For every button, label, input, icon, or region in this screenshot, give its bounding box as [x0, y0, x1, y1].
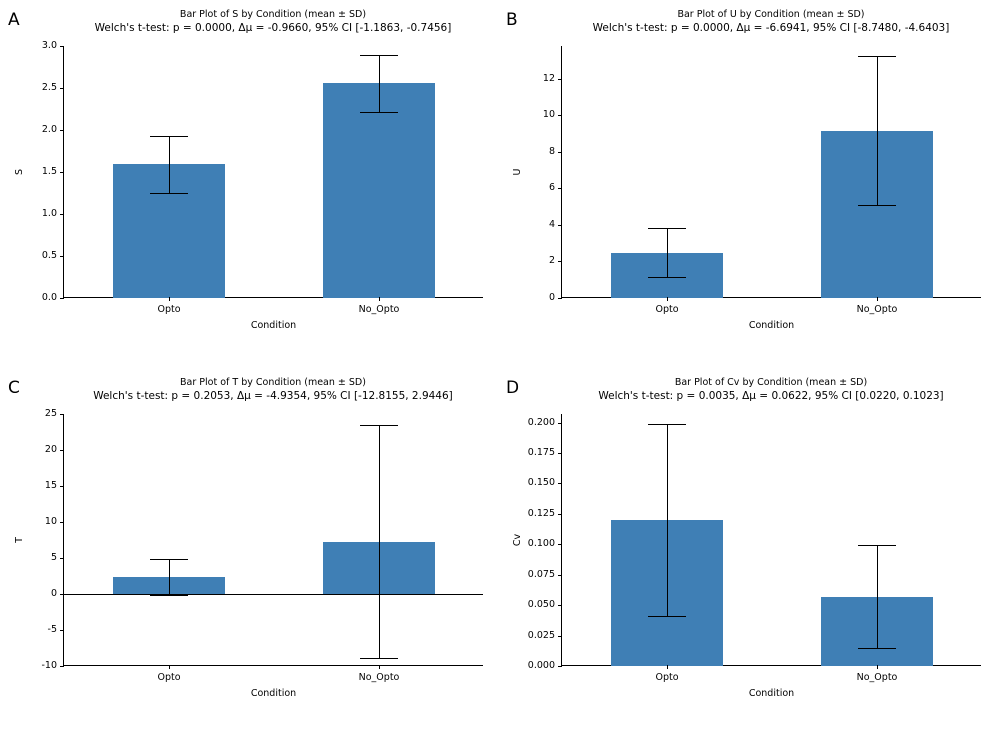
chart-panel-b [498, 0, 996, 368]
error-bar-cap-lower [858, 648, 896, 649]
plot-inner [14, 40, 483, 331]
error-bar-cap-upper [360, 425, 398, 426]
y-axis-tick [558, 152, 562, 153]
error-bar-cap-upper [648, 228, 686, 229]
y-axis-tick [558, 605, 562, 606]
plot-area [14, 40, 483, 331]
y-axis-tick [60, 450, 64, 451]
error-bar [379, 425, 380, 658]
plot-inner [14, 408, 483, 699]
y-axis-tick-label: 12 [542, 72, 555, 84]
error-bar-cap-upper [150, 559, 188, 560]
x-axis-tick [379, 665, 380, 669]
y-axis-tick [60, 666, 64, 667]
panel-letter: B [506, 10, 518, 30]
y-axis-tick [60, 214, 64, 215]
panel-letter: C [8, 378, 20, 398]
y-axis-tick [60, 558, 64, 559]
y-axis-tick [60, 172, 64, 173]
error-bar [667, 424, 668, 616]
error-bar [667, 228, 668, 277]
chart-title-block [62, 376, 484, 403]
error-bar-cap-upper [150, 136, 188, 137]
panel-letter: A [8, 10, 20, 30]
chart-panel-a [0, 0, 498, 368]
error-bar-cap-upper [858, 56, 896, 57]
y-axis-label: Cv [512, 533, 523, 546]
error-bar-cap-upper [360, 55, 398, 56]
error-bar [877, 56, 878, 206]
y-axis-tick [558, 666, 562, 667]
y-axis-tick-label: 8 [548, 145, 555, 157]
y-axis-tick [558, 514, 562, 515]
y-axis-tick-label: 0.175 [527, 446, 555, 458]
error-bar-cap-lower [648, 277, 686, 278]
chart-panel-d [498, 368, 996, 736]
plot-inner [512, 46, 981, 331]
y-axis-tick-label: 0.5 [41, 250, 57, 261]
y-axis-tick-label: 0.100 [527, 538, 555, 550]
y-axis-tick-label: 2 [548, 255, 555, 267]
x-axis-label: Condition [250, 320, 297, 331]
y-axis-tick [558, 298, 562, 299]
chart-title-block [560, 8, 982, 35]
y-axis-label: T [14, 536, 25, 543]
y-axis-tick [558, 636, 562, 637]
y-axis-tick-label: -10 [41, 660, 57, 671]
zero-line [64, 594, 483, 595]
y-axis-tick-label: 0.125 [527, 507, 555, 519]
chart-title-block [62, 8, 484, 35]
y-axis-tick-label: 15 [44, 480, 57, 491]
x-axis-tick-label: No_Opto [358, 672, 400, 683]
error-bar [379, 55, 380, 112]
y-axis-tick [60, 46, 64, 47]
y-axis-tick-label: 6 [548, 182, 555, 194]
error-bar-cap-lower [360, 658, 398, 659]
x-axis-tick [169, 297, 170, 301]
error-bar-cap-upper [858, 545, 896, 546]
error-bar-cap-lower [648, 616, 686, 617]
error-bar [169, 136, 170, 192]
plot-area [512, 46, 981, 331]
error-bar [877, 545, 878, 647]
x-axis-label: Condition [250, 688, 297, 699]
y-axis-tick-label: 0.200 [527, 416, 555, 428]
chart-subtitle: Welch's t-test: p = 0.0035, Δμ = 0.0622, 95% CI [0.0220, 0.1023] [598, 390, 944, 402]
y-axis-tick [60, 256, 64, 257]
y-axis-tick-label: 0.025 [527, 629, 555, 641]
y-axis-tick-label: 0.000 [527, 660, 555, 671]
chart-subtitle: Welch's t-test: p = 0.0000, Δμ = -0.9660, 95% CI [-1.1863, -0.7456] [94, 22, 452, 34]
y-axis-tick-label: 10 [542, 109, 555, 121]
chart-panel-c [0, 368, 498, 736]
y-axis-tick [60, 486, 64, 487]
error-bar [169, 559, 170, 595]
y-axis-tick [60, 88, 64, 89]
x-axis-tick-label: Opto [157, 304, 181, 315]
error-bar-cap-lower [858, 205, 896, 206]
x-axis-tick-label: No_Opto [856, 672, 898, 683]
y-axis-tick [60, 414, 64, 415]
x-axis-tick-label: Opto [655, 672, 679, 683]
y-axis-tick-label: 20 [44, 444, 57, 455]
y-axis-tick-label: 3.0 [41, 40, 57, 51]
y-axis-tick-label: -5 [47, 624, 57, 635]
y-axis-tick [60, 130, 64, 131]
y-axis-tick [558, 423, 562, 424]
y-axis-tick [558, 544, 562, 545]
chart-title: Bar Plot of Cv by Condition (mean ± SD) [674, 377, 868, 388]
y-axis-tick-label: 0 [50, 588, 57, 599]
x-axis-tick-label: No_Opto [358, 304, 400, 315]
y-axis-tick-label: 2.5 [41, 82, 57, 93]
y-axis-tick [558, 575, 562, 576]
y-axis-tick-label: 0 [548, 292, 555, 303]
y-axis-tick [60, 522, 64, 523]
y-axis-tick-label: 0.150 [527, 477, 555, 489]
y-axis-tick [558, 79, 562, 80]
plot-area [512, 414, 981, 699]
y-axis-label: S [14, 168, 25, 175]
error-bar-cap-lower [150, 193, 188, 194]
chart-subtitle: Welch's t-test: p = 0.2053, Δμ = -4.9354, 95% CI [-12.8155, 2.9446] [93, 390, 453, 402]
y-axis-tick [558, 188, 562, 189]
chart-title: Bar Plot of S by Condition (mean ± SD) [179, 9, 367, 20]
y-axis-tick [558, 225, 562, 226]
y-axis-tick-label: 2.0 [41, 124, 57, 135]
chart-title: Bar Plot of U by Condition (mean ± SD) [677, 9, 865, 20]
x-axis-tick [667, 297, 668, 301]
y-axis-tick-label: 0.075 [527, 568, 555, 580]
y-axis-label: U [512, 168, 523, 175]
chart-title: Bar Plot of T by Condition (mean ± SD) [180, 377, 366, 388]
panel-letter: D [506, 378, 520, 398]
x-axis-tick [379, 297, 380, 301]
y-axis-tick-label: 0.0 [41, 292, 57, 303]
plot-inner [512, 414, 981, 699]
x-axis-label: Condition [748, 320, 795, 331]
x-axis-tick [877, 297, 878, 301]
y-axis-tick [60, 630, 64, 631]
x-axis-tick-label: Opto [157, 672, 181, 683]
error-bar-cap-lower [360, 112, 398, 113]
y-axis-tick-label: 0.050 [527, 599, 555, 611]
error-bar-cap-upper [648, 424, 686, 425]
y-axis-tick-label: 5 [50, 552, 57, 563]
y-axis-tick [558, 115, 562, 116]
y-axis-tick-label: 1.5 [41, 166, 57, 177]
x-axis-tick-label: No_Opto [856, 304, 898, 315]
x-axis-label: Condition [748, 688, 795, 699]
y-axis-tick-label: 25 [44, 408, 57, 419]
y-axis-tick [60, 298, 64, 299]
y-axis-tick [558, 483, 562, 484]
error-bar-cap-lower [150, 595, 188, 596]
plot-area [14, 408, 483, 699]
x-axis-tick [877, 665, 878, 669]
x-axis-tick-label: Opto [655, 304, 679, 315]
chart-title-block [560, 376, 982, 403]
y-axis-tick [558, 453, 562, 454]
y-axis-tick [558, 261, 562, 262]
bar [323, 83, 434, 298]
y-axis-tick-label: 10 [44, 516, 57, 527]
x-axis-tick [169, 665, 170, 669]
chart-subtitle: Welch's t-test: p = 0.0000, Δμ = -6.6941, 95% CI [-8.7480, -4.6403] [592, 22, 950, 34]
y-axis-tick-label: 4 [548, 218, 555, 230]
x-axis-tick [667, 665, 668, 669]
y-axis-tick-label: 1.0 [41, 208, 57, 219]
